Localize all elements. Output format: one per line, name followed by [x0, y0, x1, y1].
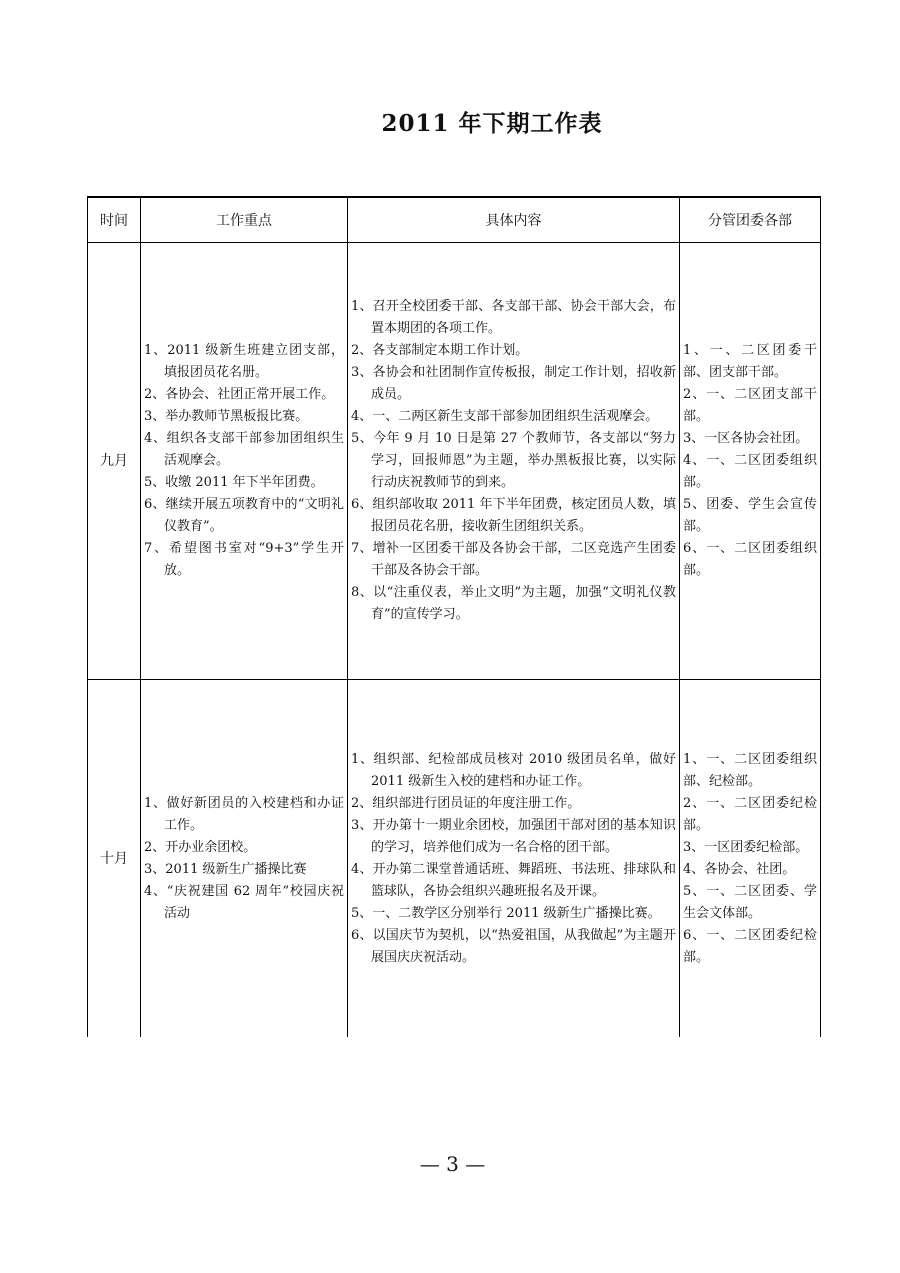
- list-item: 5、一、二教学区分别举行 2011 级新生广播操比赛。: [351, 905, 661, 921]
- header-departments: 分管团委各部: [680, 197, 821, 243]
- header-time: 时间: [88, 197, 141, 243]
- header-details: 具体内容: [348, 197, 680, 243]
- list-item: 6、组织部收取 2011 年下半年团费，核定团员人数，填报团员花名册，接收新生团组织关系。: [351, 497, 676, 534]
- list-item: 4、“庆祝建国 62 周年”校园庆祝活动: [144, 883, 344, 921]
- header-key-points: 工作重点: [141, 197, 348, 243]
- list-item: 6、一、二区团委纪检部。: [683, 927, 817, 965]
- departments-list: [681, 749, 819, 969]
- list-item: 6、继续开展五项教育中的“文明礼仪教育”。: [144, 497, 344, 534]
- key-points-cell: [141, 680, 348, 1038]
- list-item: 5、今年 9 月 10 日是第 27 个教师节，各支部以“努力学习，回报师恩”为主题，举办黑板报比赛，以实际行动庆祝教师节的到来。: [351, 431, 676, 490]
- list-item: 5、一、二区团委、学生会文体部。: [683, 883, 817, 921]
- list-item: 1、组织部、纪检部成员核对 2010 级团员名单，做好 2011 级新生入校的建档和办证工作。: [351, 751, 676, 789]
- key-points-list: [142, 340, 346, 582]
- departments-list: [681, 340, 819, 582]
- time-cell: [88, 243, 141, 680]
- list-item: 3、举办教师节黑板报比赛。: [144, 409, 309, 424]
- list-item: 3、各协会和社团制作宣传板报，制定工作计划，招收新成员。: [351, 365, 676, 402]
- list-item: 1、召开全校团委干部、各支部干部、协会干部大会，布置本期团的各项工作。: [351, 299, 676, 336]
- list-item: 2、各协会、社团正常开展工作。: [144, 387, 335, 402]
- list-item: 2、组织部进行团员证的年度注册工作。: [351, 795, 581, 811]
- list-item: 4、各协会、社团。: [683, 861, 796, 877]
- details-list: [349, 296, 678, 626]
- list-item: 2、一、二区团支部干部。: [683, 387, 817, 424]
- list-item: 6、一、二区团委组织部。: [683, 541, 817, 578]
- list-item: 3、开办第十一期业余团校，加强团干部对团的基本知识的学习，培养他们成为一名合格的团干部。: [351, 817, 676, 855]
- list-item: 3、一区团委纪检部。: [683, 839, 809, 855]
- list-item: 8、以“注重仪表，举止文明”为主题，加强“文明礼仪教育”的宣传学习。: [351, 585, 676, 622]
- list-item: 4、一、二两区新生支部干部参加团组织生活观摩会。: [351, 409, 659, 424]
- list-item: 4、开办第二课堂普通话班、舞蹈班、书法班、排球队和篮球队，各协会组织兴趣班报名及开课。: [351, 861, 676, 899]
- table-row-october: [88, 680, 821, 1038]
- key-points-list: [142, 793, 346, 925]
- list-item: 1、做好新团员的入校建档和办证工作。: [144, 795, 344, 833]
- list-item: 7、希望图书室对“9+3”学生开放。: [144, 541, 344, 578]
- list-item: 1、一、二区团委组织部、纪检部。: [683, 751, 817, 789]
- work-schedule-table: [87, 196, 821, 1037]
- list-item: 2、开办业余团校。: [144, 839, 257, 855]
- departments-cell: [680, 680, 821, 1038]
- page-number: — 3 —: [419, 1152, 486, 1176]
- time-label: 九月: [100, 453, 128, 469]
- list-item: 3、2011 级新生广播操比赛: [144, 861, 307, 877]
- list-item: 1、一、二区团委干部、团支部干部。: [683, 343, 817, 380]
- table-header-row: [88, 197, 821, 243]
- list-item: 2、各支部制定本期工作计划。: [351, 343, 529, 358]
- list-item: 3、一区各协会社团。: [683, 431, 809, 446]
- details-cell: [348, 680, 680, 1038]
- time-cell: [88, 680, 141, 1038]
- list-item: 6、以国庆节为契机，以“热爱祖国，从我做起”为主题开展国庆庆祝活动。: [351, 927, 676, 965]
- details-list: [349, 749, 678, 969]
- key-points-cell: [141, 243, 348, 680]
- list-item: 2、一、二区团委纪检部。: [683, 795, 817, 833]
- list-item: 5、收缴 2011 年下半年团费。: [144, 475, 324, 490]
- table-row-september: [88, 243, 821, 680]
- list-item: 4、一、二区团委组织部。: [683, 453, 817, 490]
- details-cell: [348, 243, 680, 680]
- departments-cell: [680, 243, 821, 680]
- list-item: 5、团委、学生会宣传部。: [683, 497, 817, 534]
- list-item: 7、增补一区团委干部及各协会干部，二区竞选产生团委干部及各协会干部。: [351, 541, 676, 578]
- list-item: 4、组织各支部干部参加团组织生活观摩会。: [144, 431, 344, 468]
- page-title: 2011 年下期工作表: [381, 110, 603, 137]
- list-item: 1、2011 级新生班建立团支部，填报团员花名册。: [144, 343, 344, 380]
- time-label: 十月: [100, 850, 128, 867]
